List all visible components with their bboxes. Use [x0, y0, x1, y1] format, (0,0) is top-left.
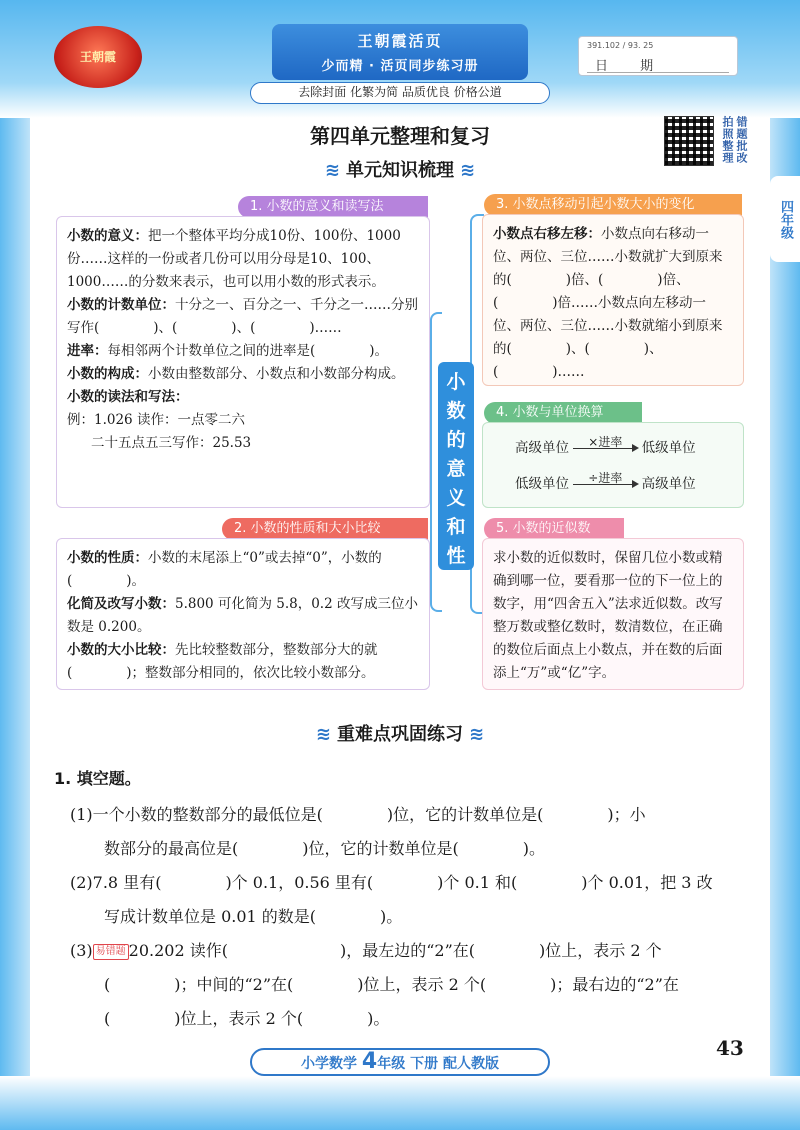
section-title: 单元知识梳理: [346, 160, 454, 181]
box-decimal-meaning: [56, 216, 430, 508]
brand-name: 王朝霞活页: [357, 32, 443, 50]
para-meaning: 小数的意义：把一个整体平均分成10份、100份、1000份……这样的一份或者几份可以用分母是10、100、1000……的分数来表示，也可以用小数的形式表示。: [67, 228, 401, 290]
question-1: [70, 798, 760, 866]
wave-icon: ≋: [469, 724, 485, 745]
brand-subtitle: 少而精 · 活页同步练习册: [321, 59, 479, 74]
para-units: 小数的计数单位：十分之一、百分之一、千分之一……分别写作( )、( )、( )……: [67, 297, 418, 336]
question-2: [70, 866, 760, 934]
section-heading-practice: [0, 720, 800, 746]
brand-banner: [272, 24, 528, 80]
question-line: (1)一个小数的整数部分的最低位是( )位，它的计数单位是( )；小: [70, 805, 646, 824]
arrow-icon: ×进率: [573, 448, 637, 449]
date-underline: [587, 72, 729, 73]
box-approximation: 求小数的近似数时，保留几位小数或精确到哪一位，要看那一位的下一位上的数字，用“四舍五入”法求近似数。改写整万数或整亿数时，数清数位，在正确的数位后面点上小数点，并在数的后面添上“万”或“亿”字。: [482, 538, 744, 690]
left-frame: [0, 118, 30, 1078]
question-line: (3) 易错题 20.202 读作( )，最左边的“2”在( )位上，表示 2 个: [70, 941, 662, 960]
wave-icon: ≋: [324, 160, 340, 181]
tag-5: 5. 小数的近似数: [484, 518, 624, 540]
conversion-row-1: 高级单位 ×进率 低级单位: [515, 435, 696, 456]
tag-3: 3. 小数点移动引起小数大小的变化: [484, 194, 742, 216]
side-tab: 四年级: [770, 176, 800, 262]
date-box: [578, 36, 738, 76]
footer-label: 小学数学 4年级 下册 配人教版: [250, 1048, 550, 1076]
question-line: 写成计数单位是 0.01 的数是( )。: [104, 907, 403, 926]
slogan: 去除封面 化繁为简 品质优良 价格公道: [250, 82, 550, 104]
para-rate: 进率：每相邻两个计数单位之间的进率是( )。: [67, 343, 389, 359]
wave-icon: ≋: [315, 724, 331, 745]
tag-1: 1. 小数的意义和读写法: [238, 196, 428, 218]
conversion-row-2: 低级单位 ÷进率 高级单位: [515, 471, 696, 492]
example-2: 二十五点五三写作：25.53: [91, 435, 252, 451]
right-frame: [770, 118, 800, 1078]
error-prone-badge: 易错题: [93, 944, 129, 960]
arrow-icon: ÷进率: [573, 484, 637, 485]
para-read-write: 小数的读法和写法：: [67, 389, 189, 405]
qr-caption: 错题批改 拍照整理: [721, 116, 748, 164]
para-property: 小数的性质：小数的末尾添上“0”或去掉“0”，小数的( )。: [67, 550, 382, 589]
tag-4: 4. 小数与单位换算: [484, 402, 642, 424]
example-1: 例：1.026 读作：一点零二六: [67, 412, 245, 428]
publisher-logo: 王朝霞: [54, 26, 142, 88]
section-heading-knowledge: [0, 156, 800, 182]
question-3: [70, 934, 760, 1036]
page-number: 43: [716, 1036, 744, 1060]
date-label: 日 期: [595, 59, 668, 74]
para-structure: 小数的构成：小数由整数部分、小数点和小数部分构成。: [67, 366, 405, 382]
para-simplify: 化简及改写小数：5.800 可化简为 5.8，0.2 改写成三位小数是 0.200。: [67, 596, 418, 635]
date-code: 391.102 / 93. 25: [587, 41, 654, 50]
wave-icon: ≋: [460, 160, 476, 181]
para-compare: 小数的大小比较：先比较整数部分，整数部分大的就( )；整数部分相同的，依次比较小数部分。: [67, 642, 378, 681]
box-unit-conversion: [482, 422, 744, 508]
question-title: 1. 填空题。: [54, 769, 141, 788]
box-decimal-point-move: 小数点右移左移：小数点向右移动一位、两位、三位……小数就扩大到原来的( )倍、( )倍、( )倍……小数点向左移动一位、两位、三位……小数就缩小到原来的( )、( )、( )……: [482, 214, 744, 386]
question-line: (2)7.8 里有( )个 0.1，0.56 里有( )个 0.1 和( )个 0.01，把 3 改: [70, 873, 713, 892]
question-line: ( )；中间的“2”在( )位上，表示 2 个( )；最右边的“2”在: [104, 975, 679, 994]
section-title: 重难点巩固练习: [337, 724, 463, 745]
center-topic: 小数的意义和性质: [438, 362, 474, 570]
question-line: 数部分的最高位是( )位，它的计数单位是( )。: [104, 839, 545, 858]
question-line: ( )位上，表示 2 个( )。: [104, 1009, 390, 1028]
unit-title: 第四单元整理和复习: [310, 124, 490, 148]
footer-band: [0, 1076, 800, 1130]
box-decimal-property: [56, 538, 430, 690]
tag-2: 2. 小数的性质和大小比较: [222, 518, 428, 540]
